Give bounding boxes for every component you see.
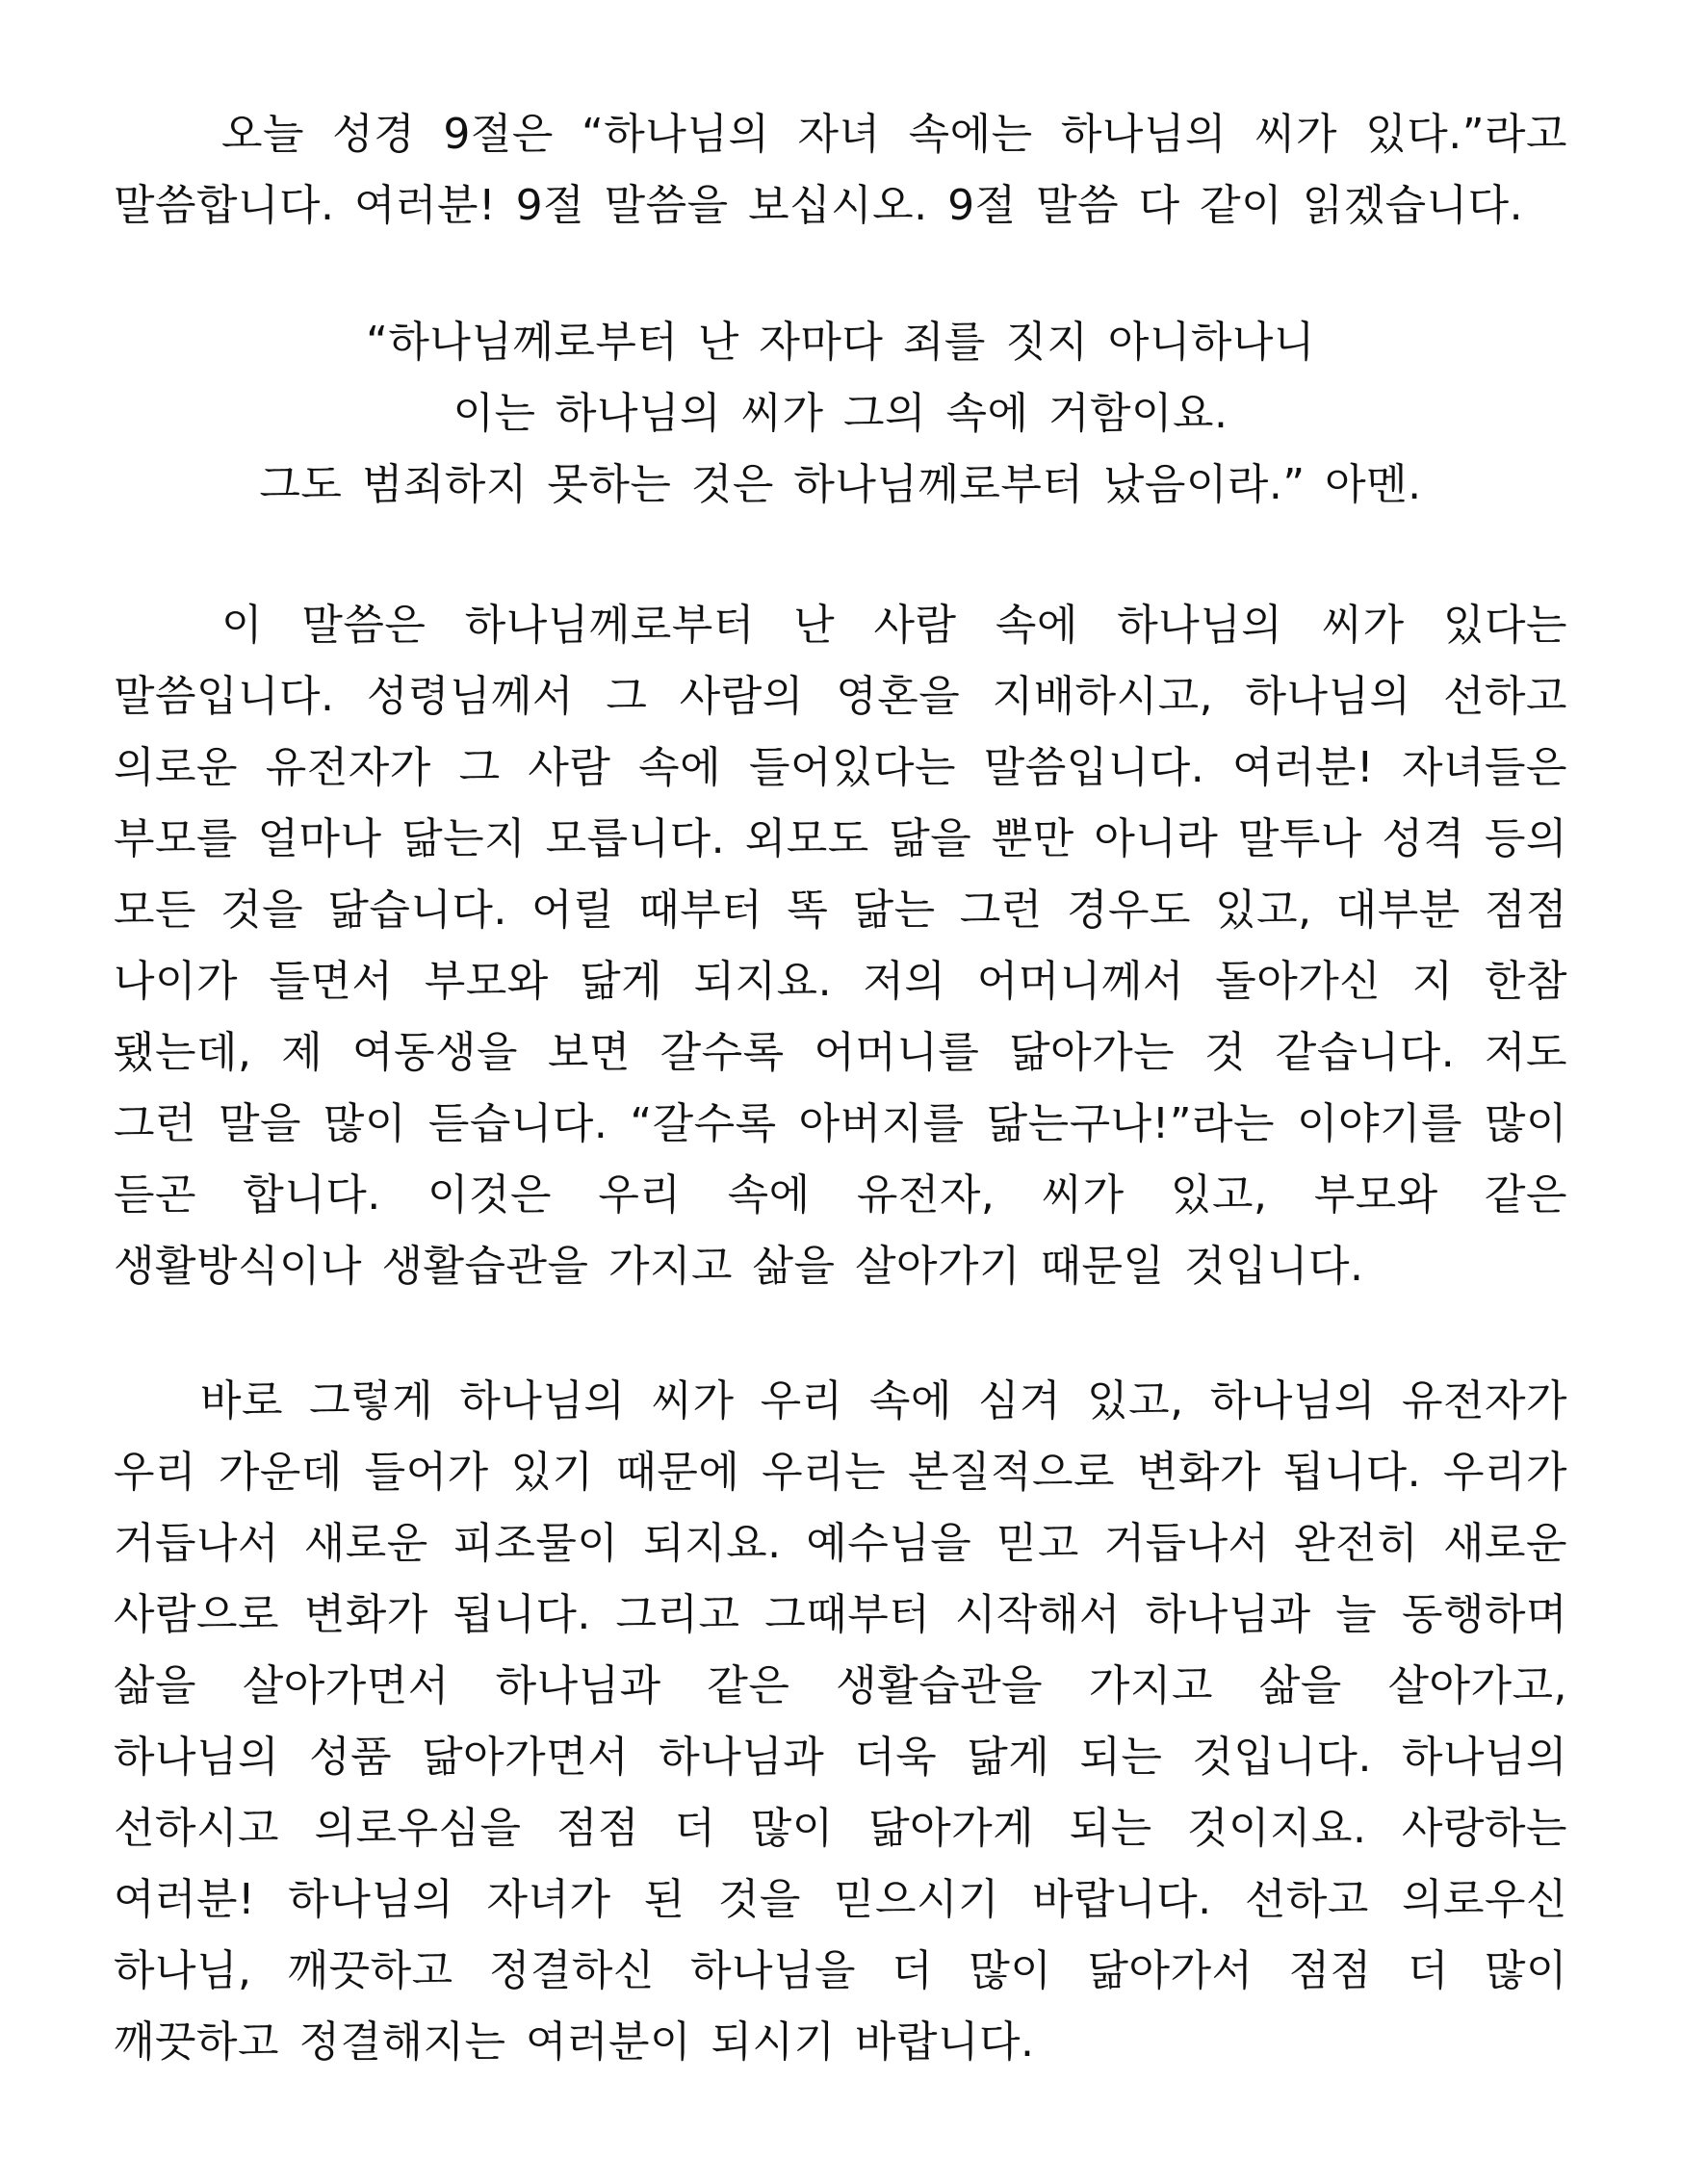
paragraph-application: 바로 그렇게 하나님의 씨가 우리 속에 심겨 있고, 하나님의 유전자가 우리 가운데 들어가 있기 때문에 우리는 본질적으로 변화가 됩니다. 우리가 거듭나서 새로운 피조물이 되지요. 예수님을 믿고 거듭나서 완전히 새로운 사람으로 변화가 됩니다. 그리고 그때부터 시작해서 하나님과 늘 동행하며 삶을 살아가면서 하나님과 같은 생활습관을 가지고 삶을 살아가고, 하나님의 성품 닮아가면서 하나님과 더욱 닮게 되는 것입니다. 하나님의 선하시고 의로우심을 점점 더 많이 닮아가게 되는 것이지요. 사랑하는 여러분! 하나님의 자녀가 된 것을 믿으시기 바랍니다. 선하고 의로우신 하나님, 깨끗하고 정결하신 하나님을 더 많이 닮아가서 점점 더 많이 깨끗하고 정결해지는 여러분이 되시기 바랍니다.	[114, 1376, 1568, 2067]
paragraph-explanation: 이 말씀은 하나님께로부터 난 사람 속에 하나님의 씨가 있다는 말씀입니다. 성령님께서 그 사람의 영혼을 지배하시고, 하나님의 선하고 의로운 유전자가 그 사람 속에 들어있다는 말씀입니다. 여러분! 자녀들은 부모를 얼마나 닮는지 모릅니다. 외모도 닮을 뿐만 아니라 말투나 성격 등의 모든 것을 닮습니다. 어릴 때부터 똑 닮는 그런 경우도 있고, 대부분 점점 나이가 들면서 부모와 닮게 되지요. 저의 어머니께서 돌아가신 지 한참 됐는데, 제 여동생을 보면 갈수록 어머니를 닮아가는 것 같습니다. 저도 그런 말을 많이 듣습니다. “갈수록 아버지를 닮는구나!”라는 이야기를 많이 듣곤 합니다. 이것은 우리 속에 유전자, 씨가 있고, 부모와 같은 생활방식이나 생활습관을 가지고 삶을 살아가기 때문일 것입니다.	[114, 601, 1567, 1291]
quote-line-1: “하나님께로부터 난 자마다 죄를 짓지 아니하나니	[366, 318, 1315, 367]
quote-line-2: 이는 하나님의 씨가 그의 속에 거함이요.	[453, 389, 1228, 438]
scripture-quote	[114, 307, 1567, 521]
paragraph-intro: 오늘 성경 9절은 “하나님의 자녀 속에는 하나님의 씨가 있다.”라고 말씀합니다. 여러분! 9절 말씀을 보십시오. 9절 말씀 다 같이 읽겠습니다.	[114, 110, 1567, 230]
quote-line-3: 그도 범죄하지 못하는 것은 하나님께로부터 났음이라.” 아멘.	[259, 460, 1422, 509]
